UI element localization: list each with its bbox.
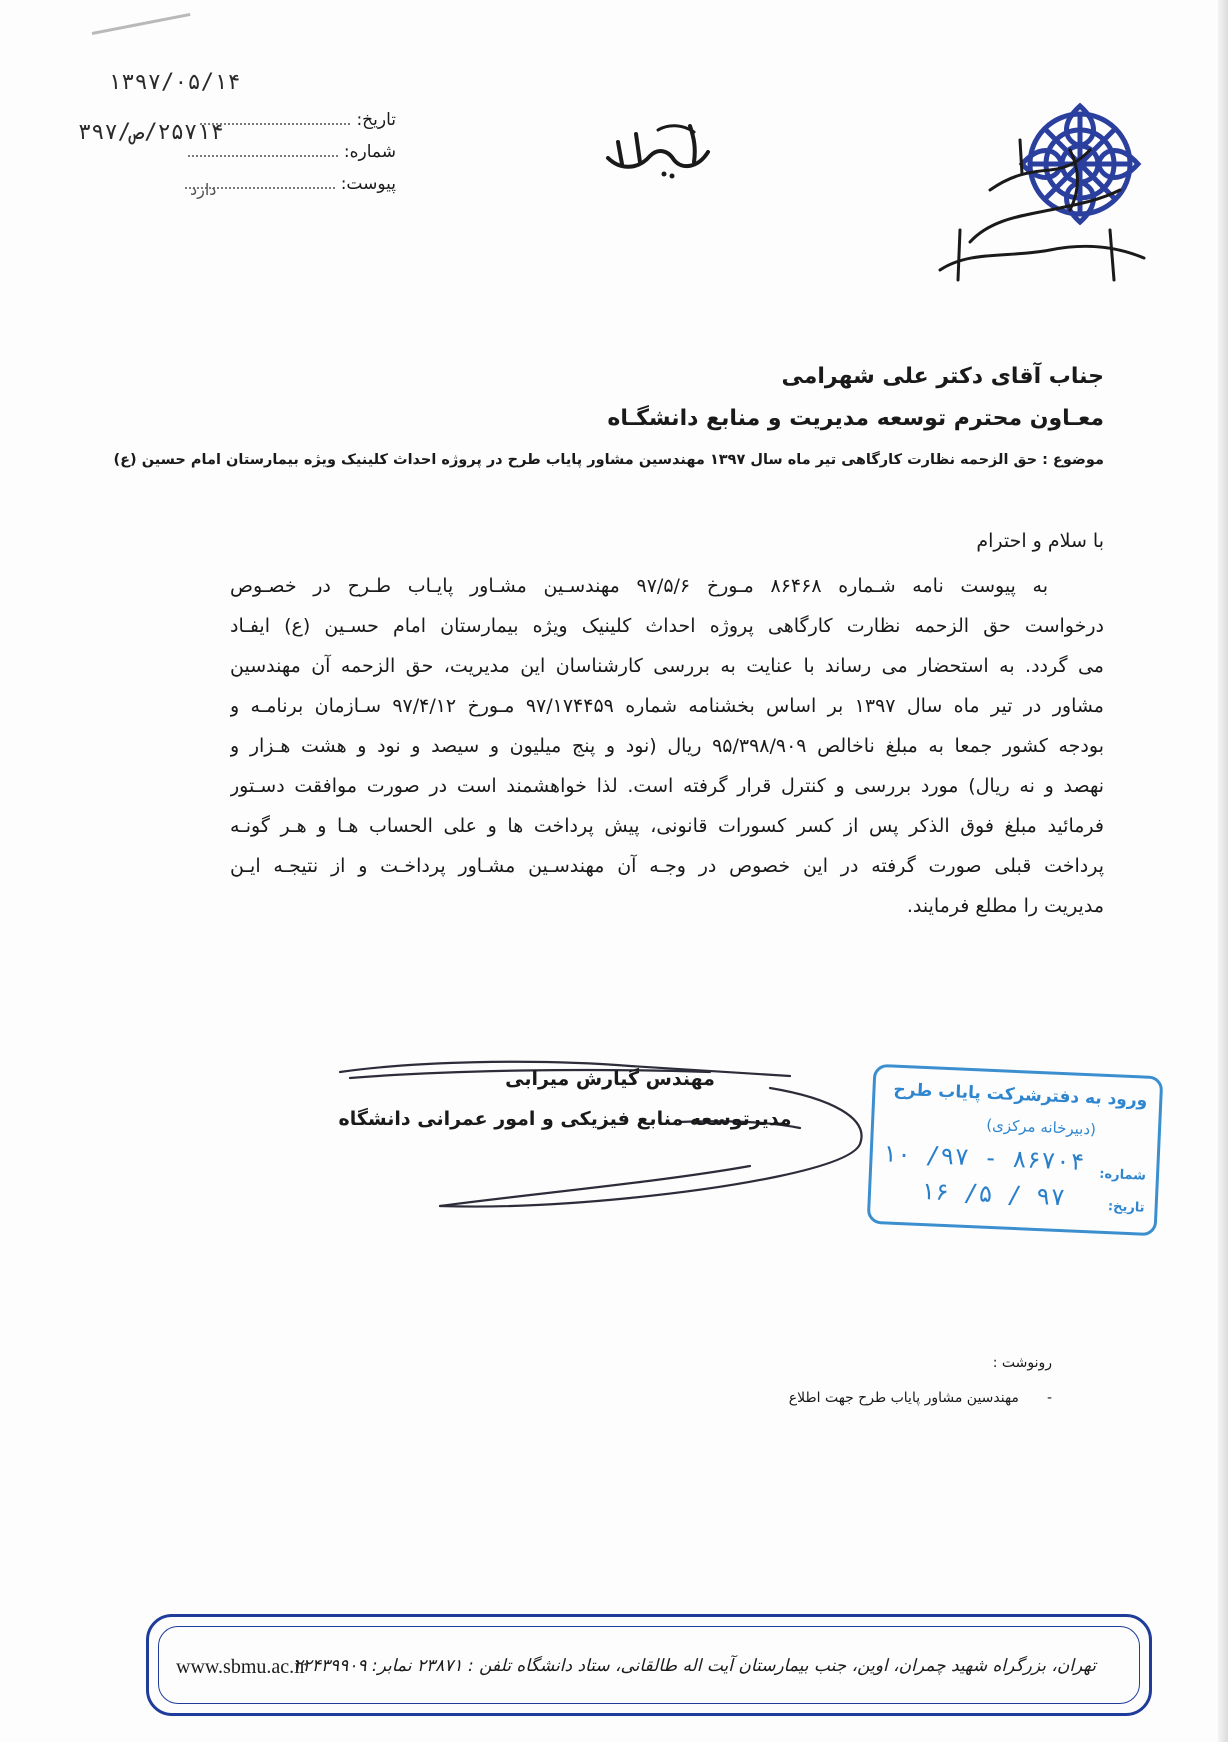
stamp-date-value: ۹۷ / ۵/ ۱۶: [919, 1176, 1066, 1212]
body-line: می گردد. به استحضار می رساند با عنایت به بررسی کارشناسان این مدیریت، حق الزحمه آن مهندسین: [230, 655, 1104, 677]
handwritten-date: ۱۳۹۷/۰۵/۱۴: [108, 70, 241, 95]
stamp-number-value: ۸۶۷۰۴ - ۹۷/ ۱۰: [881, 1139, 1086, 1177]
scan-edge: [1218, 0, 1228, 1742]
university-name-calligraphy: [930, 130, 1150, 290]
stamp-date-label: تاریخ:: [1107, 1199, 1145, 1216]
body-line: نهصد و نه ریال) مورد بررسی و کنترل قرار گرفته است. لذا خواهشمند است در صورت موافقت دسـتور: [230, 775, 1104, 797]
cc-label: رونوشت :: [992, 1355, 1052, 1371]
number-dots: [188, 155, 338, 157]
footer-address: تهران، بزرگراه شهید چمران، اوین، جنب بیمارستان آیت اله طالقانی، ستاد دانشگاه تلفن : ۲۳۸۷۱ نمابر: ۲۲۴۳۹۹۰۹: [293, 1656, 1096, 1676]
greeting: با سلام و احترام: [976, 530, 1104, 552]
cc-bullet: -: [1046, 1390, 1052, 1406]
body-line: فرمائید مبلغ فوق الذکر پس از کسر کسورات قانونی، پیش پرداخت ها و علی الحساب هـا و هـر گونـه: [230, 815, 1104, 837]
body-line: به پیوست نامه شـماره ۸۶۴۶۸ مـورخ ۹۷/۵/۶ مهندسـین مشـاور پایـاب طـرح در خصـوص: [230, 575, 1048, 597]
scan-artifact: [92, 13, 191, 35]
body-line: مدیریت را مطلع فرمایند.: [906, 895, 1104, 917]
signatory-title: مدیرتوسعه منابع فیزیکی و امور عمرانی دانشگاه: [338, 1108, 792, 1130]
stamp-number-label: شماره:: [1098, 1166, 1147, 1184]
stamp-subtitle: (دبیرخانه مرکزی): [986, 1115, 1097, 1139]
date-label: تاریخ:: [356, 110, 396, 130]
handwritten-number: ۲۵۷۱۴/ص/۳۹۷: [78, 120, 224, 145]
footer-website: www.sbmu.ac.ir: [176, 1656, 307, 1678]
date-row: [200, 104, 396, 130]
received-stamp: [867, 1064, 1164, 1236]
letter-body: [230, 566, 1104, 926]
addressee-title: معـاون محترم توسعه مدیریت و منابع دانشگـاه: [607, 406, 1104, 431]
bismillah-calligraphy: [598, 112, 718, 192]
cc-item: [789, 1390, 1052, 1406]
attachment-label: پیوست:: [340, 174, 396, 194]
body-line: مشاور در تیر ماه سال ۱۳۹۷ بر اساس بخشنامه شماره ۹۷/۱۷۴۴۵۹ مـورخ ۹۷/۴/۱۲ سـازمان برنامـه و: [230, 695, 1104, 717]
body-line: بودجه کشور جمعا به مبلغ ناخالص ۹۵/۳۹۸/۹۰۹ ریال (نود و پنج میلیون و سیصد و نود و هشت هـزار و: [230, 735, 1104, 757]
addressee-name: جناب آقای دکتر علی شهرامی: [781, 364, 1104, 389]
body-line: پرداخت قبلی صورت گرفته در این خصوص در وجـه آن مهندسـین مشـاور پرداخـت و از نتیجـه ایـن: [230, 855, 1104, 877]
stamp-title: ورود به دفترشرکت پایاب طرح: [893, 1079, 1148, 1111]
body-line: درخواست حق الزحمه نظارت کارگاهی پروژه احداث کلینیک ویژه بیمارستان امام حسـین (ع) ایفـاد: [230, 615, 1104, 637]
handwritten-attachment: دارد: [190, 180, 217, 199]
letter-subject: موضوع : حق الزحمه نظارت کارگاهی تیر ماه سال ۱۳۹۷ مهندسین مشاور پایاب طرح در پروژه احداث کلینیک ویژه بیمارستان امام حسین (ع): [113, 452, 1104, 468]
signatory-name: مهندس گیارش میرابی: [505, 1068, 715, 1090]
number-label: شماره:: [343, 142, 396, 162]
cc-recipient: مهندسین مشاور پایاب طرح جهت اطلاع: [788, 1390, 1019, 1406]
